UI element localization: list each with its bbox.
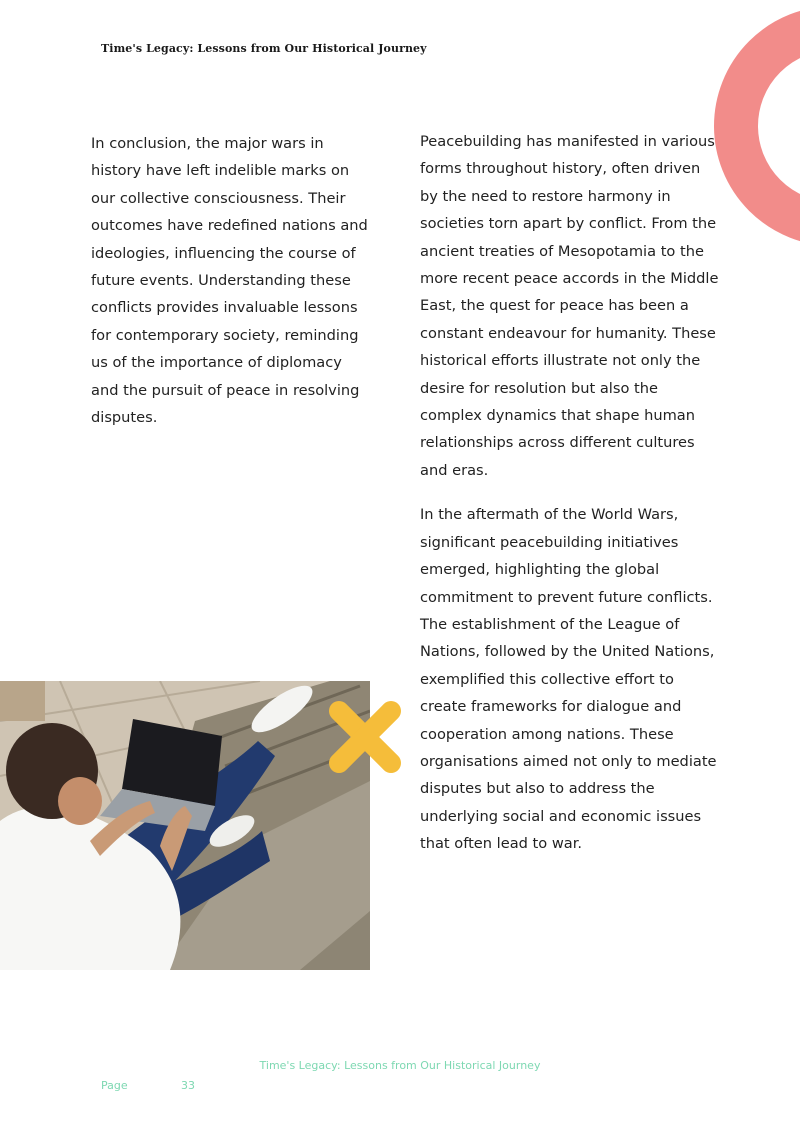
page-header-title: Time's Legacy: Lessons from Our Historical Journey bbox=[101, 42, 427, 55]
decorative-cross-shape bbox=[327, 699, 403, 775]
footer-page-number: 33 bbox=[181, 1079, 195, 1092]
right-text-column bbox=[420, 128, 720, 875]
paragraph: In the aftermath of the World Wars, significant peacebuilding initiatives emerged, highlighting the global commitment to prevent future conflicts. The establishment of the League of Nations, followed by the United Nations, exemplified this collective effort to create frameworks for dialogue and cooperation among nations. These organisations aimed not only to mediate disputes but also to address the underlying social and economic issues that often lead to war. bbox=[420, 506, 717, 853]
decorative-ring-shape bbox=[714, 6, 800, 246]
photo-man-with-laptop bbox=[0, 681, 370, 970]
footer-title: Time's Legacy: Lessons from Our Historical Journey bbox=[259, 1059, 541, 1072]
paragraph: In conclusion, the major wars in history have left indelible marks on our collective consciousness. Their outcomes have redefined nations and ideologies, influencing the course of future events. Understanding these conflicts provides invaluable lessons for contemporary society, reminding us of the importance of diplomacy and the pursuit of peace in resolving disputes. bbox=[91, 135, 368, 427]
paragraph: Peacebuilding has manifested in various forms throughout history, often driven by the need to restore harmony in societies torn apart by conflict. From the ancient treaties of Mesopotamia to the more recent peace accords in the Middle East, the quest for peace has been a constant endeavour for humanity. These historical efforts illustrate not only the desire for resolution but also the complex dynamics that shape human relationships across different cultures and eras. bbox=[420, 133, 719, 479]
left-text-column bbox=[91, 130, 371, 448]
footer-page-label: Page bbox=[101, 1079, 128, 1092]
